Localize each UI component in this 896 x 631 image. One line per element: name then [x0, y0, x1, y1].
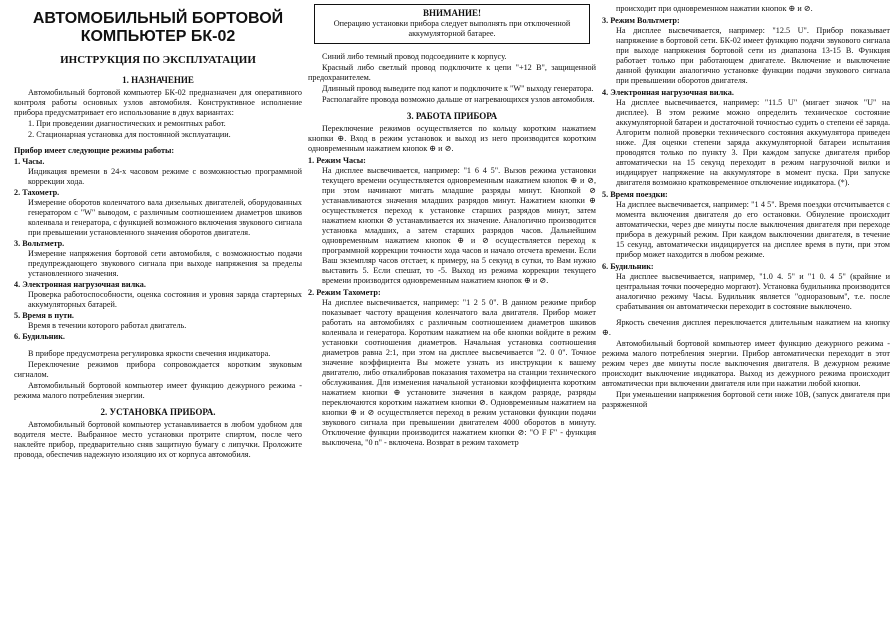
wire-long-instruction: Длинный провод выведите под капот и подключите к "W" выходу генератора.: [322, 83, 594, 93]
voltmeter-mode-heading: 3. Режим Вольтметр:: [602, 16, 680, 25]
mode-item-voltmeter-head: 3. Вольтметр.: [14, 239, 65, 249]
load-fork-mode-text: На дисплее высвечивается, например: "11.5 U" (мигает значок "U" на дисплее). В этом режиме можно определить техническое состояние аккумуляторной батареи и достаточной точностью судить о степени её заряда. Алгоритм полной проверки технического состояния аккумулятора приведен ниже. Для оценки степени заряда аккумуляторной батареи испытания проводятся только по пункту 3. При каждом запуске двигателя прибор автоматически на 15 секунд переходит в режим нагрузочной вилки и индицирует напряжение на аккумуляторе в момент пуска. При запуске двигателя возможно кратковременное отключение индикатора. (*).: [616, 98, 890, 187]
standby-mode-note: Автомобильный бортовой компьютер имеет функцию дежурного режима - режима малого потребления энергии. Прибор автоматически переходит в этот режим через две минуты после выключения двигателя. В дежурном режиме происходит выключение индикатора. Выход из дежурного режима происходит автоматически при включении двигателя или при нажатии любой кнопки.: [602, 339, 890, 388]
title-line-2: КОМПЬЮТЕР БК-02: [80, 27, 236, 45]
title-line-1: АВТОМОБИЛЬНЫЙ БОРТОВОЙ: [32, 10, 284, 27]
mode-item-clock: [14, 157, 302, 187]
mode-item-load-fork: [14, 280, 302, 310]
document-subtitle: ИНСТРУКЦИЯ ПО ЭКСПЛУАТАЦИИ: [60, 53, 256, 66]
mode-item-voltmeter: [14, 239, 302, 279]
low-voltage-note: При уменьшении напряжения бортовой сети ниже 10В, (запуск двигателя при разряженной: [602, 390, 890, 409]
wire-red-instruction: Красный либо светлый провод подключите к цепи "+12 В", защищенной предохранителем.: [308, 62, 596, 82]
tachometer-mode-heading: 2. Режим Тахометр:: [308, 287, 381, 297]
s1-paragraph-1: Автомобильный бортовой компьютер БК-02 предназначен для оперативного контроля работы основных узлов автомобиля. Конструктивное исполнение прибора предусматривает его использование в двух вариантах:: [14, 88, 302, 118]
document-title: [14, 10, 302, 46]
wire-blue-instruction: Синий либо темный провод подсоедините к корпусу.: [322, 51, 507, 61]
mode-item-load-fork-body: Проверка работоспособности, оценка состояния и уровня заряда стартерных аккумуляторных батарей.: [28, 290, 302, 310]
tachometer-mode-continuation: происходит при одновременном нажатии кнопок ⊕ и ⊘.: [616, 4, 813, 13]
s1-paragraph-3: 2. Стационарная установка для постоянной эксплуатации.: [28, 130, 231, 140]
warning-text: Операцию установки прибора следует выполнять при отключенной аккумуляторной батарее.: [333, 18, 571, 38]
alarm-mode-heading: 6. Будильник:: [602, 262, 654, 271]
mode-item-tachometer-body: Измерение оборотов коленчатого вала дизельных двигателей, оборудованных генератором с "W" выводом, с различным соотношением диаметров шкивов коленвала и генератора, с функцией возможного включения звукового сигнала при превышении установленного значения оборотов двигателя.: [28, 198, 302, 238]
column-1: [14, 4, 302, 631]
clock-mode-heading: 1. Режим Часы:: [308, 155, 366, 165]
mode-item-trip-time-head: 5. Время в пути.: [14, 311, 74, 321]
section-1-heading: 1. НАЗНАЧЕНИЕ: [122, 75, 194, 86]
mode-item-clock-head: 1. Часы.: [14, 157, 45, 167]
mode-item-trip-time: [14, 311, 302, 331]
mode-item-alarm: [14, 332, 302, 342]
modes-list-title: Прибор имеет следующие режимы работы:: [14, 146, 175, 156]
wire-placement-note: Располагайте провода возможно дальше от нагревающихся узлов автомобиля.: [322, 94, 595, 104]
brightness-note: В приборе предусмотрена регулировка яркости свечения индикатора.: [28, 349, 271, 359]
trip-time-mode-heading: 5. Время поездки:: [602, 190, 668, 199]
warning-box: [314, 4, 590, 44]
alarm-mode-text: На дисплее высвечивается, например, "1.0 4. 5" и "1 0. 4 5" (крайние и центральная точки поочередно моргают). Установка будильника производится аналогично режиму Часы. Будильник является "одноразовым", т.е. после срабатывания он автоматически переходит в состояние выключено.: [616, 272, 890, 311]
brightness-switch-note: Яркость свечения дисплея переключается длительным нажатием на кнопку ⊕.: [602, 318, 890, 337]
mode-item-tachometer-head: 2. Тахометр.: [14, 188, 60, 198]
load-fork-mode-heading: 4. Электронная нагрузочная вилка.: [602, 88, 734, 97]
tachometer-mode-text: На дисплее высвечивается, например: "1 2 5 0". В данном режиме прибор показывает частоту вращения коленчатого вала двигателя. Прибор может работать на автомобилях с различным соотношением диаметров шкивов коленвала и генератора. Коротким нажатием на обе кнопки войдите в режим установки соотношения диаметров. Начальная установка соотношения диаметров равна 2:1, при этом на дисплее высвечивается "2. 0 0". Точное значение коэффициента Вы можете узнать из инструкции к вашему двигателю, либо откалибровав показания тахометра на станции технического обслуживания. Для изменения начальной установки коэффициента коротким нажатием кнопки ⊕ установите значения в каждом разряде, разряды переключаются коротким нажатием кнопки ⊘. Одновременным нажатием на кнопки ⊕ и ⊘ осуществляется переход в режим установки функции подачи звукового сигнала при превышении двигателем 4000 оборотов в минуту. Отключение функции производится нажатием кнопки ⊘: "О F F" - функция выключена, "0 n" - включена. Возврат в режим тахометр: [322, 297, 596, 447]
clock-mode-text: На дисплее высвечивается, например: "1 6 4 5". Вызов режима установки текущего времени осуществляется одновременным нажатием кнопок ⊕ и ⊘, при этом начинают мигать младшие разряды минут. Кнопкой ⊘ устанавливаются значения младших разрядов минут. Нажатием кнопки ⊕ осуществляется переход к установке старших разрядов минут, затем нажатием кнопки ⊘ устанавливается их значение. Аналогично производится установка младших, а затем старших разрядов часов. Дальнейшим одновременным нажатием кнопок ⊕ и ⊘ осуществляется переход к программной коррекции точности хода часов и начало отсчета времени. Если Ваш экземпляр часов отстает, к примеру, на 5 секунд в сутки, то Вам нужно выставить 5. Если спешат, то -5. Выход из режима коррекции текущего времени производится одновременным нажатием кнопок ⊕ и ⊘.: [322, 165, 596, 285]
voltmeter-mode-text: На дисплее высвечивается, например: "12.5 U". Прибор показывает напряжение в бортовой сети. БК-02 имеет функцию подачи звукового сигнала при выходе напряжения бортовой сети из диапазона 13-15 В. Функция работает только при работающем двигателе. Включение и выключение данной функции аналогично установке функции подачи звукового сигнала при превышении оборотов двигателя.: [616, 26, 890, 85]
column-3: [602, 4, 890, 631]
trip-time-mode-text: На дисплее высвечивается, например: "1 4 5". Время поездки отсчитывается с момента включения двигателя до его остановки. Обнуление происходит автоматически, через две минуты после выключения двигателя при переходе прибора в дежурный режим. При каждом выключении двигателя, в течение 15 секунд, автоматически индицируется на дисплее время в пути, при этом прибор может находится в любом режиме.: [616, 200, 890, 259]
mode-item-load-fork-head: 4. Электронная нагрузочная вилка.: [14, 280, 146, 290]
mode-item-clock-body: Индикация времени в 24-х часовом режиме с возможностью программной коррекции хода.: [28, 167, 302, 187]
mode-item-trip-time-body: Время в течении которого работал двигатель.: [28, 321, 187, 331]
section-3-heading: 3. РАБОТА ПРИБОРА: [406, 110, 498, 121]
warning-title: ВНИМАНИЕ!: [423, 8, 481, 18]
s1-paragraph-2: 1. При проведении диагностических и ремонтных работ.: [28, 119, 226, 129]
mode-item-tachometer: [14, 188, 302, 238]
standby-note: Автомобильный бортовой компьютер имеет функцию дежурного режима - режима малого потребления энергии.: [14, 381, 302, 401]
mode-item-voltmeter-body: Измерение напряжения бортовой сети автомобиля, с возможностью подачи предупреждающего звукового сигнала при выходе напряжения за пределы установленного значения.: [28, 249, 302, 279]
s3-intro: Переключение режимов осуществляется по кольцу коротким нажатием кнопки ⊕. Вход в режим установок и выход из него производится коротким одновременным нажатием кнопок ⊕ и ⊘.: [308, 123, 596, 153]
s2-paragraph-1: Автомобильный бортовой компьютер устанавливается в любом удобном для водителя месте. Выбранное место установки протрите спиртом, после чего наклейте прибор, предварительно сняв защитную бумагу с липучки. Проложите провода, обеспечив надежную изоляцию их от корпуса автомобиля.: [14, 420, 302, 460]
mode-item-alarm-head: 6. Будильник.: [14, 332, 65, 342]
column-2: [308, 4, 596, 631]
section-2-heading: 2. УСТАНОВКА ПРИБОРА.: [100, 407, 216, 418]
switch-sound-note: Переключение режимов прибора сопровождается коротким звуковым сигналом.: [14, 360, 302, 380]
